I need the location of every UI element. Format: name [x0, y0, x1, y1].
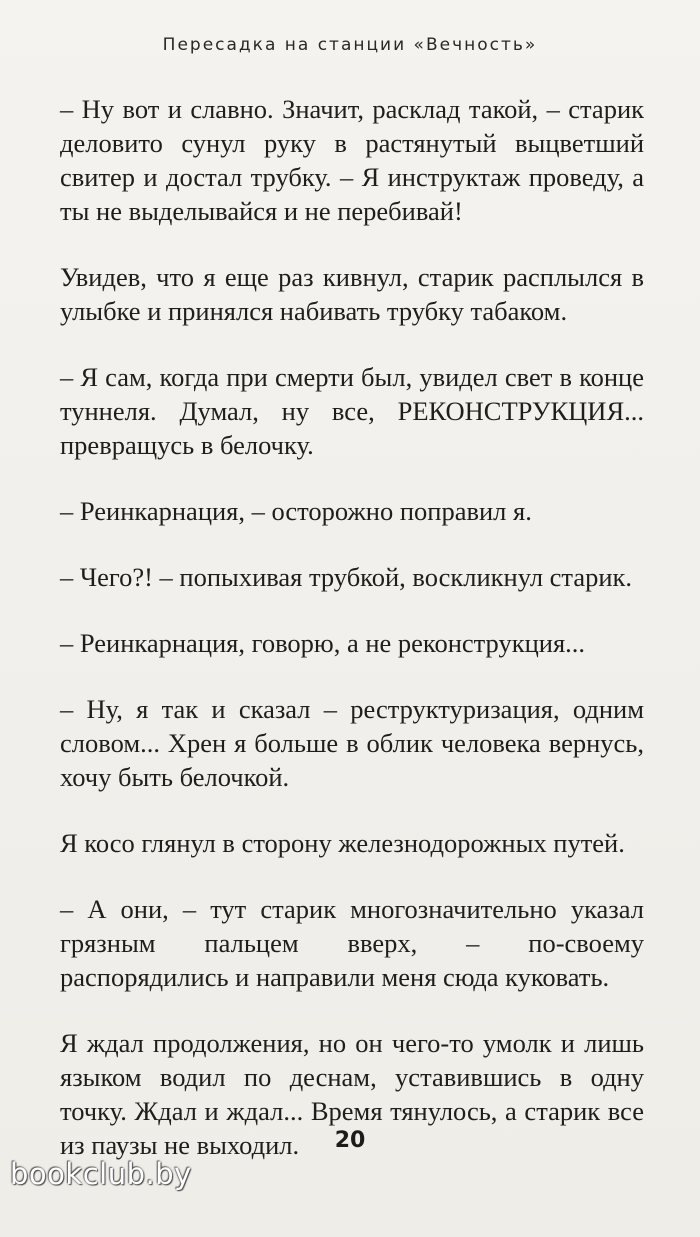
paragraph-9: – А они, – тут старик многозначительно указал грязным пальцем вверх, – по-своему распорядились и направили меня сюда куковать.: [60, 894, 644, 992]
page-number: 20: [334, 1128, 366, 1153]
body-text: [60, 92, 644, 1194]
watermark-logo: bookclub.by: [10, 1157, 192, 1191]
paragraph-3: – Я сам, когда при смерти был, увидел свет в конце туннеля. Думал, ну все, РЕКОНСТРУКЦИЯ... превращусь в белочку.: [60, 362, 644, 460]
paragraph-4: – Реинкарнация, – осторожно поправил я.: [60, 496, 532, 526]
paragraph-6: – Реинкарнация, говорю, а не реконструкция...: [60, 628, 586, 658]
paragraph-2: Увидев, что я еще раз кивнул, старик расплылся в улыбке и принялся набивать трубку табаком.: [60, 262, 644, 326]
paragraph-7: – Ну, я так и сказал – реструктуризация, одним словом... Хрен я больше в облик человека вернусь, хочу быть белочкой.: [60, 694, 644, 792]
paragraph-8: Я косо глянул в сторону железнодорожных путей.: [60, 828, 625, 858]
paragraph-10: Я ждал продолжения, но он чего-то умолк и лишь языком водил по деснам, уставившись в одну точку. Ждал и ждал... Время тянулось, а старик все из паузы не выходил.: [60, 1028, 644, 1160]
running-header: Пересадка на станции «Вечность»: [162, 35, 538, 55]
paragraph-1: – Ну вот и славно. Значит, расклад такой, – старик деловито сунул руку в растянутый выцветший свитер и достал трубку. – Я инструктаж проведу, а ты не выделывайся и не перебивай!: [60, 94, 644, 226]
paragraph-5: – Чего?! – попыхивая трубкой, воскликнул старик.: [60, 562, 633, 592]
